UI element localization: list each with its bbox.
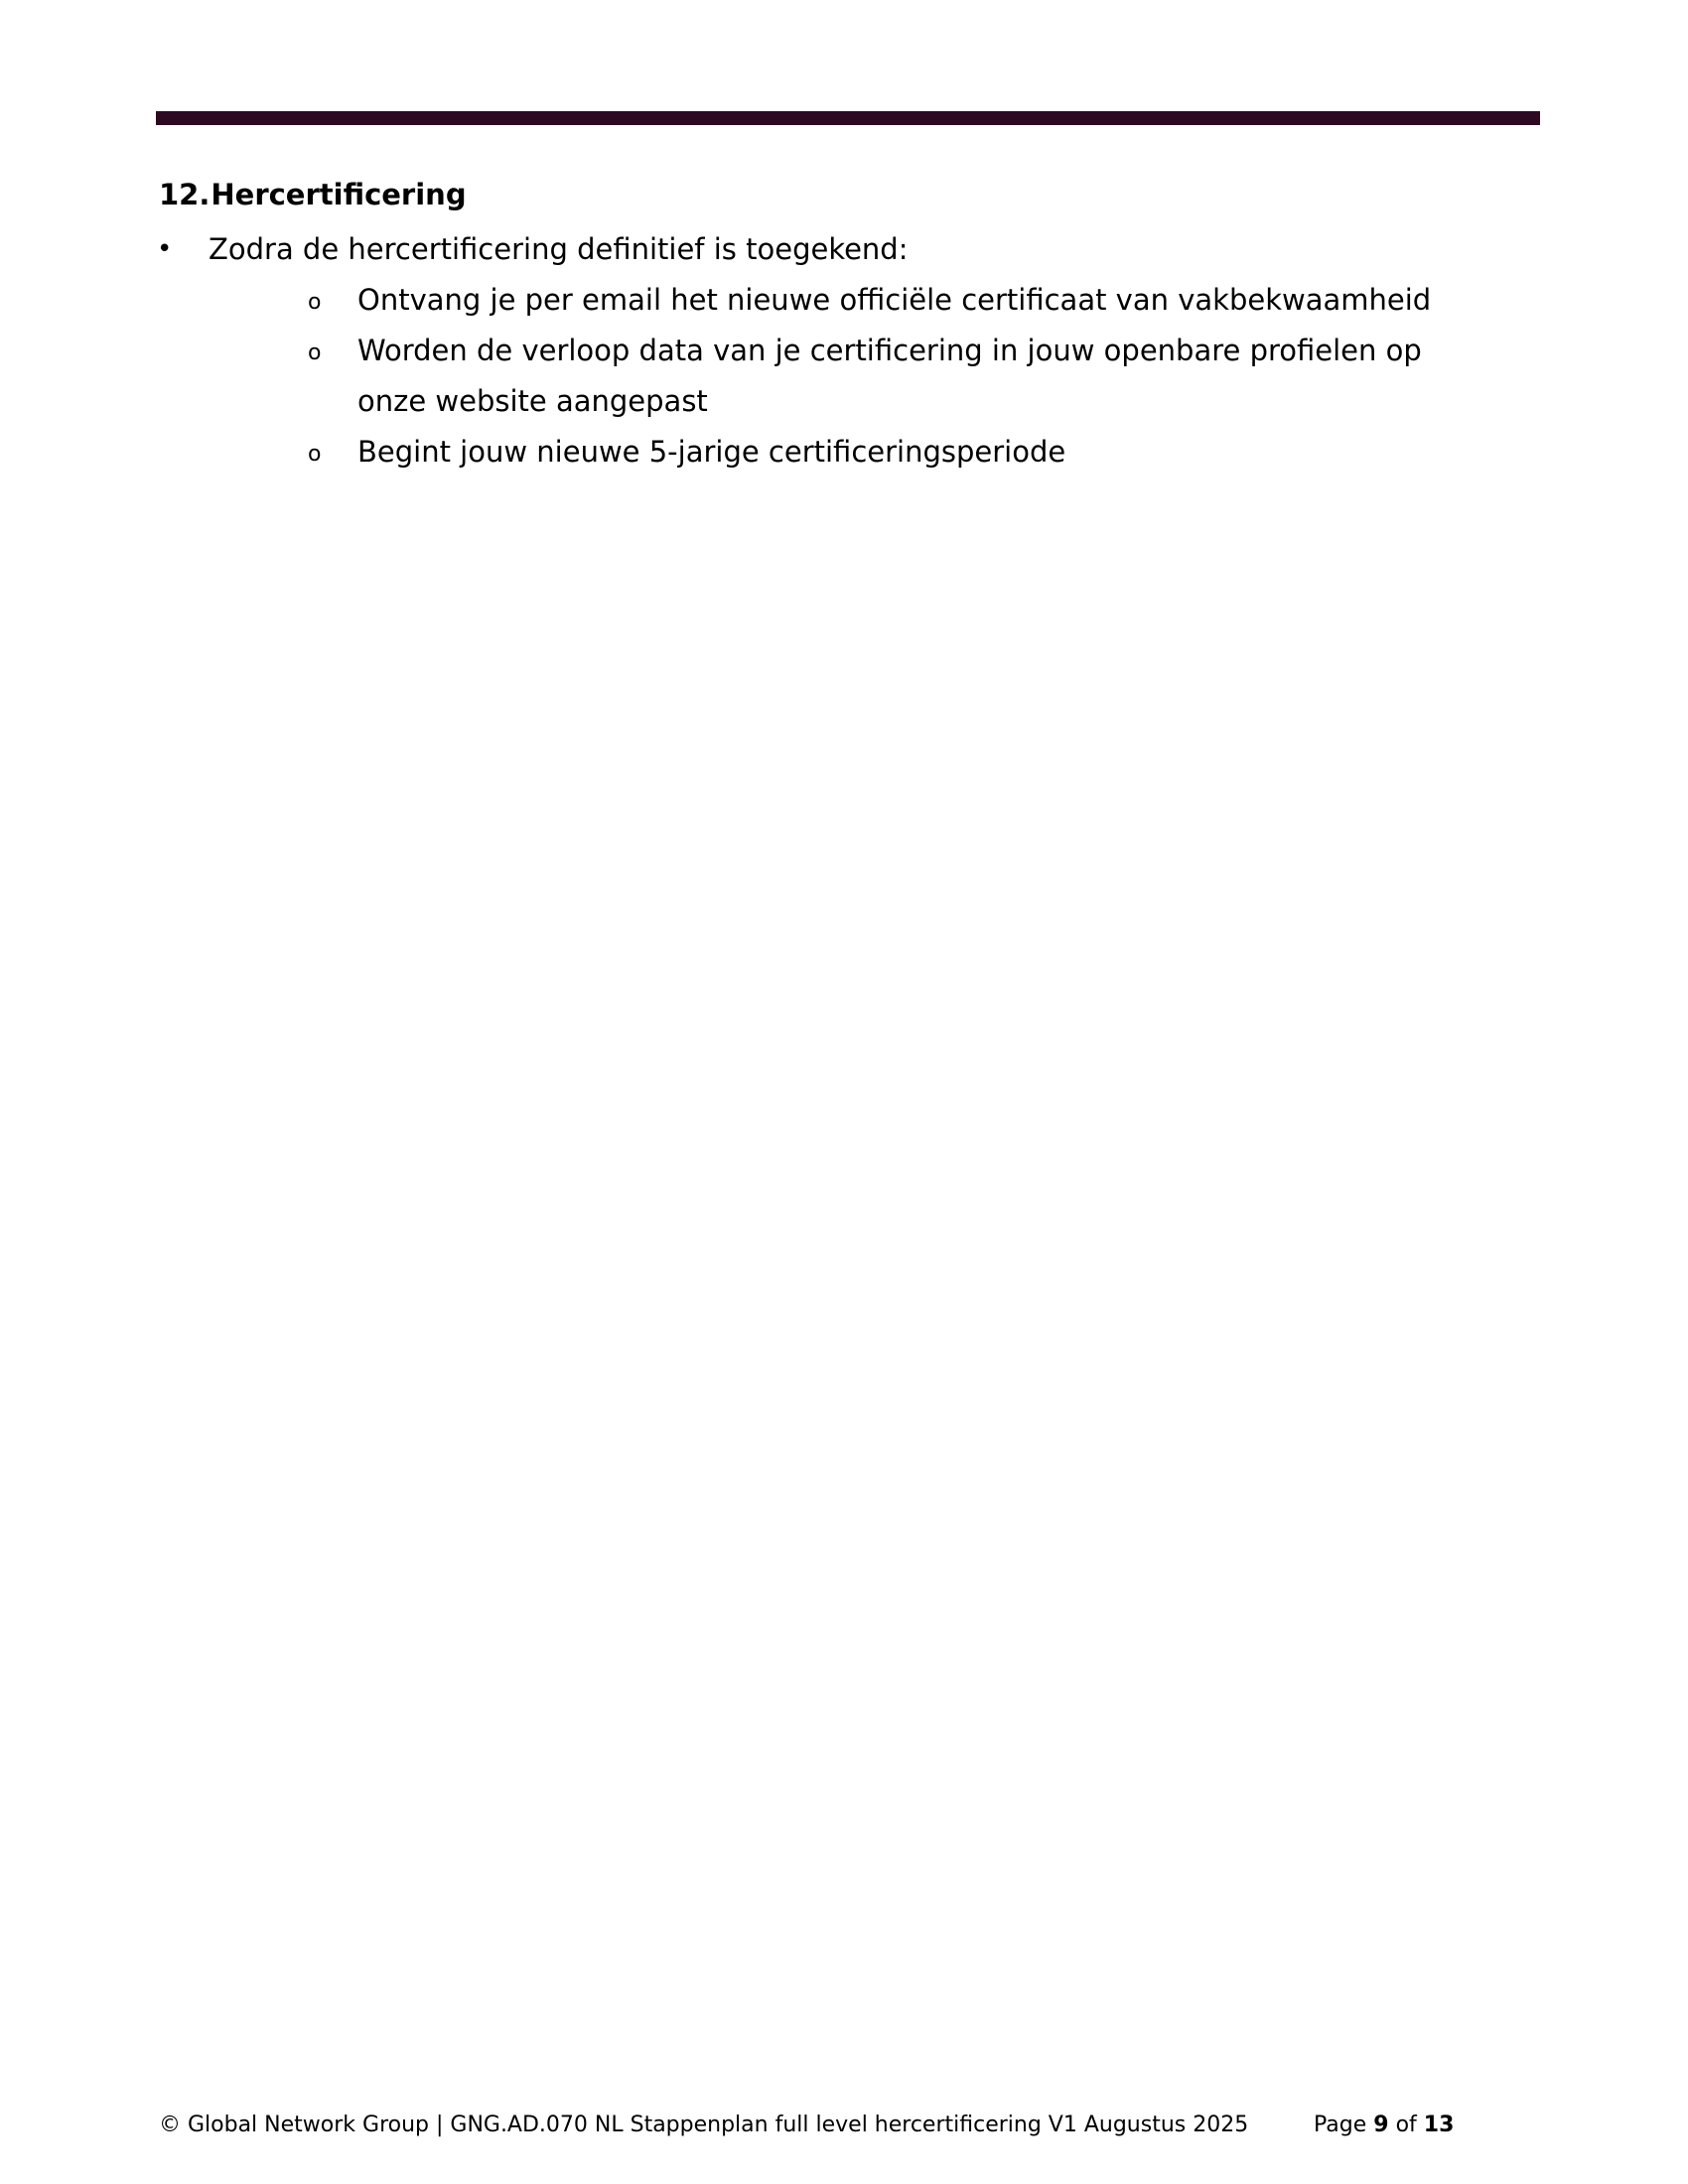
sub-list-item-text: Begint jouw nieuwe 5-jarige certificeringsperiode xyxy=(357,435,1066,469)
sub-list-item xyxy=(0,427,1688,478)
page-number: 9 xyxy=(1373,2113,1389,2137)
circle-bullet-marker: o xyxy=(308,442,322,467)
page-of-label: of xyxy=(1395,2113,1417,2137)
sub-list-item xyxy=(0,326,1688,427)
circle-bullet-marker: o xyxy=(308,290,322,315)
list-item-text: Zodra de hercertificering definitief is toegekend: xyxy=(209,232,909,266)
bullet-marker: • xyxy=(157,234,173,264)
page-label: Page xyxy=(1314,2113,1367,2137)
bullet-list xyxy=(0,224,1688,478)
section-title: Hercertificering xyxy=(211,178,467,211)
section-number: 12. xyxy=(159,178,211,211)
list-item xyxy=(0,224,1688,478)
footer-copyright: © Global Network Group | GNG.AD.070 NL Stappenplan full level hercertificering V1 Augustus 2025 xyxy=(159,2113,1249,2137)
header-rule xyxy=(156,111,1540,125)
circle-bullet-marker: o xyxy=(308,341,322,365)
sub-list-item xyxy=(0,275,1688,326)
page-total: 13 xyxy=(1423,2113,1455,2137)
sub-list-item-text: Ontvang je per email het nieuwe officiële certificaat van vakbekwaamheid xyxy=(357,283,1432,317)
section-heading xyxy=(159,175,467,214)
sub-list xyxy=(0,275,1688,478)
sub-list-item-text: Worden de verloop data van je certificering in jouw openbare profielen op onze website aangepast xyxy=(357,334,1422,418)
page-footer xyxy=(159,2111,1455,2140)
page-counter xyxy=(1314,2111,1454,2140)
